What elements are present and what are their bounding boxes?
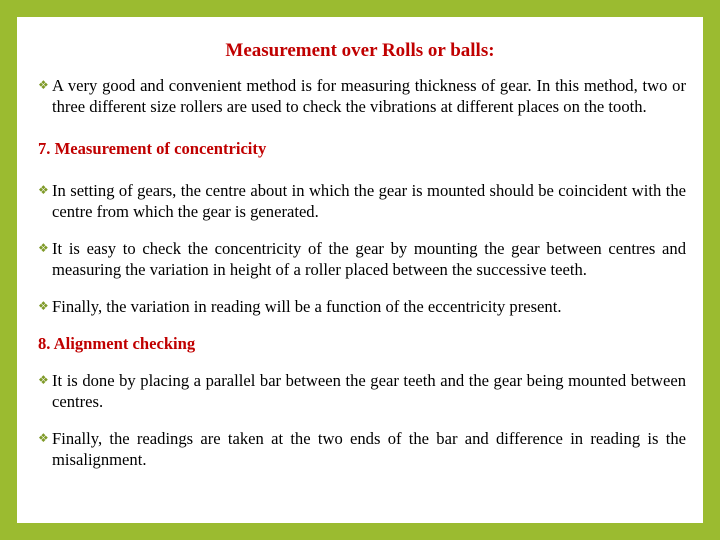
diamond-checkmark-icon: ❖ bbox=[38, 373, 49, 387]
diamond-checkmark-icon: ❖ bbox=[38, 431, 49, 445]
bullet-item bbox=[38, 180, 686, 222]
diamond-checkmark-icon: ❖ bbox=[38, 183, 49, 197]
bullet-item bbox=[38, 75, 686, 117]
bullet-item bbox=[38, 370, 686, 412]
slide-content bbox=[38, 75, 686, 470]
bullet-item bbox=[38, 238, 686, 280]
diamond-checkmark-icon: ❖ bbox=[38, 241, 49, 255]
section-heading-alignment: 8. Alignment checking bbox=[38, 334, 196, 353]
slide-body bbox=[17, 17, 703, 523]
section-heading-concentricity: 7. Measurement of concentricity bbox=[38, 139, 267, 158]
bullet-text: In setting of gears, the centre about in which the gear is mounted should be coincident with the centre from which the gear is generated. bbox=[52, 181, 686, 221]
bullet-text: It is easy to check the concentricity of the gear by mounting the gear between centres and measuring the variation in height of a roller placed between the successive teeth. bbox=[52, 239, 686, 279]
bullet-text: Finally, the variation in reading will be a function of the eccentricity present. bbox=[52, 297, 562, 316]
slide-title: Measurement over Rolls or balls: bbox=[225, 40, 495, 61]
diamond-checkmark-icon: ❖ bbox=[38, 299, 49, 313]
bullet-item bbox=[38, 296, 686, 317]
diamond-checkmark-icon: ❖ bbox=[38, 78, 49, 92]
bullet-item bbox=[38, 428, 686, 470]
bullet-text: It is done by placing a parallel bar between the gear teeth and the gear being mounted between centres. bbox=[52, 371, 686, 411]
bullet-text: Finally, the readings are taken at the two ends of the bar and difference in reading is the misalignment. bbox=[52, 429, 686, 469]
bullet-text: A very good and convenient method is for measuring thickness of gear. In this method, two or three different size rollers are used to check the vibrations at different places on the tooth. bbox=[52, 76, 686, 116]
